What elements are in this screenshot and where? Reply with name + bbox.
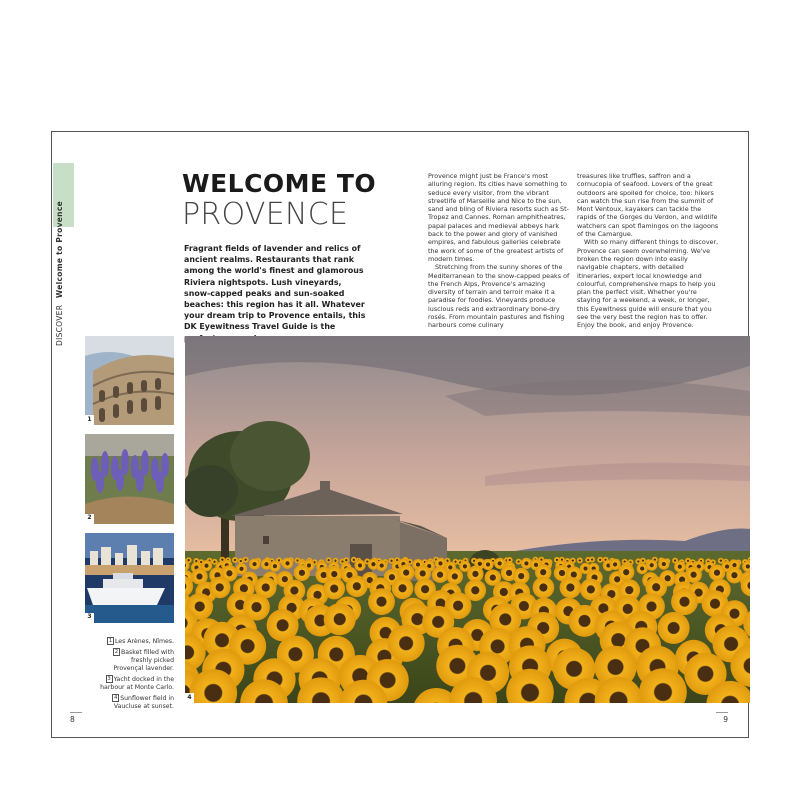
photo-number: 1 [87, 416, 92, 423]
sidebar-title: Welcome to Provence [55, 201, 64, 299]
photo-number: 2 [87, 514, 92, 521]
body-paragraph: Stretching from the sunny shores of the Mediterranean to the snow-capped peaks of the French Alps, Provence's amazing diversity of terrain and terroir make it a paradise for foodies. Vineyards produce luscious reds and extraordinary bone-dry rosés. From mountain pastures and fishing harbours come culinary [428, 263, 570, 330]
folio-rule [716, 712, 728, 713]
photo-sunflower-field [185, 336, 750, 703]
sidebar-section: DISCOVER [55, 304, 64, 346]
intro-paragraph: Fragrant fields of lavender and relics of ancient realms. Restaurants that rank among the world's finest and glamorous Riviera nightspots. Lush vineyards, snow-capped peaks and sun-soaked beaches: this region has it all. Whatever your dream trip to Provence entails, this DK Eyewitness Travel Guide is the [184, 244, 366, 332]
body-paragraph: With so many different things to discover, Provence can seem overwhelming. We've broken the region down into easily navigable chapters, with detailed itineraries, expert local knowledge and colourful, comprehensive maps to help you plan the perfect visit. Whether you're staying for a weekend, a week, or longer, this Eyewitness guide will ensure that you see the very best the region has to offer. Enjoy the book, and enjoy Provence. [577, 238, 719, 330]
page-title-line1: WELCOME TO [182, 169, 377, 198]
folio-rule [70, 712, 82, 713]
caption: 3 Yacht docked in the harbour at Monte Carlo. [100, 676, 174, 691]
sidebar-running-head [55, 136, 69, 346]
caption: 1 Les Arènes, Nîmes. [108, 638, 174, 645]
caption: 2 Basket filled with freshly picked Provençal lavender. [113, 649, 174, 672]
page-number-left: 8 [70, 715, 75, 724]
page-number-right: 9 [723, 715, 728, 724]
photo-arena-nimes [85, 336, 174, 425]
body-paragraph: treasures like truffles, saffron and a cornucopia of seafood. Lovers of the great outdoors are spoiled for choice, too: hikers can watch the sun rise from the summit of Mont Ventoux, kayakers can tackle the rapids of the Gorges du Verdon, and wildlife watchers can spot flamingos on the lagoons of the Camargue. [577, 172, 719, 239]
photo-number: 4 [185, 693, 194, 703]
body-column-2 [577, 172, 719, 330]
body-column-1 [428, 172, 570, 330]
photo-lavender-basket [85, 434, 174, 524]
body-paragraph: Provence might just be France's most alluring region. Its cities have something to seduce every visitor, from the vibrant streetlife of Marseille and Nice to the sun, sand and bling of Riviera resorts such as St-Tropez and Cannes. Roman amphitheatres, papal palaces and medieval abbeys hark back to the power and glory of vanished empires, and fabulous galleries celebrate the work of some of the greatest artists of modern times. [428, 172, 569, 263]
book-spread [51, 131, 749, 738]
caption: 4 Sunflower field in Vaucluse at sunset. [113, 695, 174, 710]
photo-number: 3 [87, 613, 92, 620]
photo-captions [100, 637, 174, 713]
photo-monte-carlo-harbour [85, 533, 174, 623]
page-title-line2: PROVENCE [182, 197, 349, 232]
